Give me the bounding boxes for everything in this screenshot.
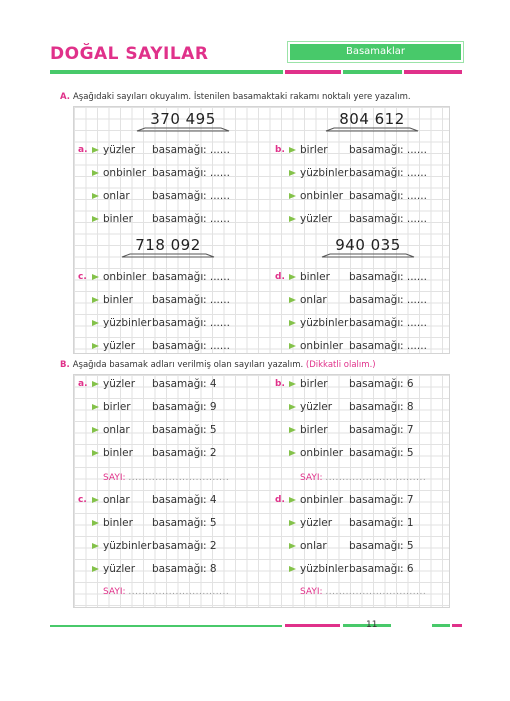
place-name: onlar: [300, 294, 327, 306]
digit-value: : 5: [400, 447, 414, 459]
place-name: onlar: [300, 540, 327, 552]
answer-blank[interactable]: : ......: [203, 190, 230, 202]
answer-blank[interactable]: : ......: [400, 317, 427, 329]
place-word: basamağı: [349, 540, 401, 552]
place-name: yüzler: [300, 517, 333, 529]
exercise-row: [78, 212, 253, 226]
place-name: yüzbinler: [300, 167, 349, 179]
digit-value: : 6: [400, 378, 414, 390]
exercise-row: [275, 143, 450, 157]
place-name: yüzler: [300, 401, 333, 413]
arrow-icon: [92, 520, 99, 526]
place-name: birler: [300, 378, 328, 390]
arrow-icon: [289, 193, 296, 199]
group-letter: a.: [78, 145, 88, 155]
exercise-row: [78, 516, 253, 530]
arrow-icon: [289, 497, 296, 503]
exercise-row: [275, 339, 450, 353]
number-a: 370 495: [150, 110, 216, 128]
place-word: basamağı: [152, 517, 204, 529]
digit-value: : 5: [203, 517, 217, 529]
number-b: 804 612: [339, 110, 405, 128]
place-name: onbinler: [300, 447, 344, 459]
exercise-row: [275, 400, 450, 414]
number-box-a: [133, 110, 233, 132]
exercise-row: [78, 539, 253, 553]
exercise-row: [78, 339, 253, 353]
footer-bar-green: [50, 625, 282, 627]
header-color-bars: [50, 70, 462, 74]
place-name: birler: [300, 144, 328, 156]
place-name: yüzbinler: [103, 540, 152, 552]
arrow-icon: [92, 320, 99, 326]
sayi-line[interactable]: [300, 587, 426, 597]
digit-value: : 6: [400, 563, 414, 575]
exercise-row: [78, 377, 253, 391]
exercise-row: [275, 493, 450, 507]
group-letter: a.: [78, 379, 88, 389]
section-a-instruction: [60, 92, 411, 102]
digit-value: : 2: [203, 447, 217, 459]
exercise-row: [275, 423, 450, 437]
answer-blank[interactable]: : ......: [203, 213, 230, 225]
sayi-dots: ..............................: [128, 473, 230, 483]
place-name: onbinler: [300, 340, 344, 352]
digit-value: : 4: [203, 378, 217, 390]
answer-blank[interactable]: : ......: [203, 294, 230, 306]
footer-bar-pink-2: [452, 624, 462, 627]
arrow-icon: [92, 170, 99, 176]
section-b-warning: (Dikkatli olalım.): [305, 360, 376, 370]
arrow-icon: [92, 427, 99, 433]
place-name: yüzler: [103, 340, 136, 352]
arrow-icon: [92, 274, 99, 280]
arrow-icon: [289, 297, 296, 303]
place-name: binler: [103, 517, 133, 529]
answer-blank[interactable]: : ......: [203, 340, 230, 352]
place-name: yüzler: [300, 213, 333, 225]
exercise-row: [275, 270, 450, 284]
digit-value: : 2: [203, 540, 217, 552]
exercise-row: [275, 539, 450, 553]
exercise-row: [275, 316, 450, 330]
place-word: basamağı: [152, 213, 204, 225]
place-word: basamağı: [152, 340, 204, 352]
arrow-icon: [289, 427, 296, 433]
place-word: basamağı: [349, 190, 401, 202]
number-box-b: [322, 110, 422, 132]
footer-bar-green-3: [432, 624, 450, 627]
exercise-row: [78, 400, 253, 414]
number-d: 940 035: [335, 236, 401, 254]
place-name: yüzbinler: [300, 317, 349, 329]
arrow-icon: [92, 216, 99, 222]
place-name: binler: [103, 213, 133, 225]
arrow-icon: [289, 216, 296, 222]
arrow-icon: [289, 147, 296, 153]
place-word: basamağı: [349, 424, 401, 436]
place-name: binler: [103, 294, 133, 306]
answer-blank[interactable]: : ......: [203, 144, 230, 156]
exercise-row: [78, 166, 253, 180]
place-name: yüzbinler: [300, 563, 349, 575]
exercise-row: [78, 270, 253, 284]
exercise-row: [78, 293, 253, 307]
exercise-row: [275, 212, 450, 226]
answer-blank[interactable]: : ......: [400, 340, 427, 352]
digit-value: : 9: [203, 401, 217, 413]
place-name: yüzler: [103, 563, 136, 575]
exercise-row: [78, 143, 253, 157]
arrow-icon: [289, 450, 296, 456]
place-word: basamağı: [349, 294, 401, 306]
section-b-letter: B.: [60, 360, 70, 370]
place-name: onbinler: [103, 167, 147, 179]
place-name: yüzler: [103, 378, 136, 390]
group-letter: c.: [78, 495, 87, 505]
arrow-icon: [289, 320, 296, 326]
place-word: basamağı: [349, 401, 401, 413]
sayi-label: SAYI:: [103, 473, 126, 483]
arrow-icon: [92, 450, 99, 456]
section-a-letter: A.: [60, 92, 70, 102]
arrow-icon: [92, 497, 99, 503]
place-word: basamağı: [349, 517, 401, 529]
digit-value: : 7: [400, 424, 414, 436]
arrow-icon: [289, 274, 296, 280]
arrow-icon: [92, 297, 99, 303]
arrow-icon: [92, 543, 99, 549]
sayi-label: SAYI:: [300, 473, 323, 483]
answer-blank[interactable]: : ......: [203, 271, 230, 283]
digit-value: : 4: [203, 494, 217, 506]
header-bar-pink-2: [404, 70, 462, 74]
place-word: basamağı: [349, 213, 401, 225]
place-word: basamağı: [152, 563, 204, 575]
exercise-row: [275, 516, 450, 530]
digit-value: : 1: [400, 517, 414, 529]
exercise-row: [275, 166, 450, 180]
answer-blank[interactable]: : ......: [400, 144, 427, 156]
arrow-icon: [289, 566, 296, 572]
place-word: basamağı: [349, 378, 401, 390]
answer-blank[interactable]: : ......: [400, 213, 427, 225]
sayi-label: SAYI:: [103, 587, 126, 597]
place-word: basamağı: [152, 144, 204, 156]
section-a-text: Aşağıdaki sayıları okuyalım. İstenilen basamaktaki rakamı noktalı yere yazalım.: [72, 92, 411, 102]
arrow-icon: [92, 147, 99, 153]
digit-value: : 5: [203, 424, 217, 436]
arrow-icon: [92, 566, 99, 572]
place-word: basamağı: [152, 447, 204, 459]
place-name: yüzbinler: [103, 317, 152, 329]
arrow-icon: [92, 381, 99, 387]
place-word: basamağı: [152, 271, 204, 283]
arrow-icon: [92, 343, 99, 349]
sayi-dots: ..............................: [128, 587, 230, 597]
answer-blank[interactable]: : ......: [203, 167, 230, 179]
answer-blank[interactable]: : ......: [400, 271, 427, 283]
sayi-line[interactable]: [300, 473, 426, 483]
number-box-c: [118, 236, 218, 258]
digit-value: : 8: [400, 401, 414, 413]
place-word: basamağı: [349, 167, 401, 179]
topic-tag: Basamaklar: [287, 41, 464, 63]
answer-blank[interactable]: : ......: [400, 190, 427, 202]
arrow-icon: [289, 404, 296, 410]
place-name: onbinler: [103, 271, 147, 283]
digit-value: : 8: [203, 563, 217, 575]
place-word: basamağı: [349, 494, 401, 506]
group-letter: d.: [275, 495, 285, 505]
place-word: basamağı: [152, 317, 204, 329]
place-word: basamağı: [152, 401, 204, 413]
group-letter: d.: [275, 272, 285, 282]
digit-value: : 7: [400, 494, 414, 506]
arrow-icon: [92, 193, 99, 199]
section-b-instruction: [60, 360, 376, 370]
place-word: basamağı: [152, 294, 204, 306]
sayi-line[interactable]: [103, 473, 229, 483]
place-name: onlar: [103, 494, 130, 506]
place-word: basamağı: [152, 167, 204, 179]
place-word: basamağı: [152, 378, 204, 390]
arrow-icon: [92, 404, 99, 410]
group-letter: b.: [275, 379, 285, 389]
answer-blank[interactable]: : ......: [400, 294, 427, 306]
arrow-icon: [289, 520, 296, 526]
place-name: yüzler: [103, 144, 136, 156]
place-name: onlar: [103, 190, 130, 202]
place-word: basamağı: [349, 340, 401, 352]
exercise-row: [275, 189, 450, 203]
digit-value: : 5: [400, 540, 414, 552]
arrow-icon: [289, 170, 296, 176]
place-word: basamağı: [349, 447, 401, 459]
exercise-row: [78, 189, 253, 203]
exercise-row: [78, 562, 253, 576]
sayi-label: SAYI:: [300, 587, 323, 597]
group-letter: b.: [275, 145, 285, 155]
footer-color-bars: [50, 624, 462, 628]
section-b-text: Aşağıda basamak adları verilmiş olan sayıları yazalım.: [72, 360, 304, 370]
exercise-row: [275, 377, 450, 391]
header-bar-pink-1: [285, 70, 341, 74]
arrow-icon: [289, 343, 296, 349]
exercise-row: [275, 562, 450, 576]
place-word: basamağı: [152, 494, 204, 506]
exercise-row: [78, 316, 253, 330]
group-letter: c.: [78, 272, 87, 282]
number-c: 718 092: [135, 236, 201, 254]
place-word: basamağı: [349, 271, 401, 283]
place-word: basamağı: [152, 424, 204, 436]
place-word: basamağı: [349, 317, 401, 329]
exercise-row: [78, 423, 253, 437]
number-box-d: [318, 236, 418, 258]
place-word: basamağı: [152, 190, 204, 202]
arrow-icon: [289, 381, 296, 387]
place-name: onbinler: [300, 190, 344, 202]
place-word: basamağı: [152, 540, 204, 552]
header-bar-green: [50, 70, 283, 74]
sayi-dots: ..............................: [325, 587, 427, 597]
footer-bar-pink-1: [285, 624, 340, 627]
header-bar-green-2: [343, 70, 402, 74]
exercise-row: [78, 493, 253, 507]
arrow-icon: [289, 543, 296, 549]
page-number: 11: [366, 620, 378, 630]
sayi-dots: ..............................: [325, 473, 427, 483]
place-word: basamağı: [349, 144, 401, 156]
exercise-row: [275, 446, 450, 460]
place-name: binler: [103, 447, 133, 459]
place-name: onbinler: [300, 494, 344, 506]
place-word: basamağı: [349, 563, 401, 575]
exercise-row: [275, 293, 450, 307]
place-name: onlar: [103, 424, 130, 436]
sayi-line[interactable]: [103, 587, 229, 597]
place-name: birler: [300, 424, 328, 436]
exercise-row: [78, 446, 253, 460]
answer-blank[interactable]: : ......: [400, 167, 427, 179]
place-name: birler: [103, 401, 131, 413]
place-name: binler: [300, 271, 330, 283]
answer-blank[interactable]: : ......: [203, 317, 230, 329]
page-title: DOĞAL SAYILAR: [50, 44, 209, 64]
